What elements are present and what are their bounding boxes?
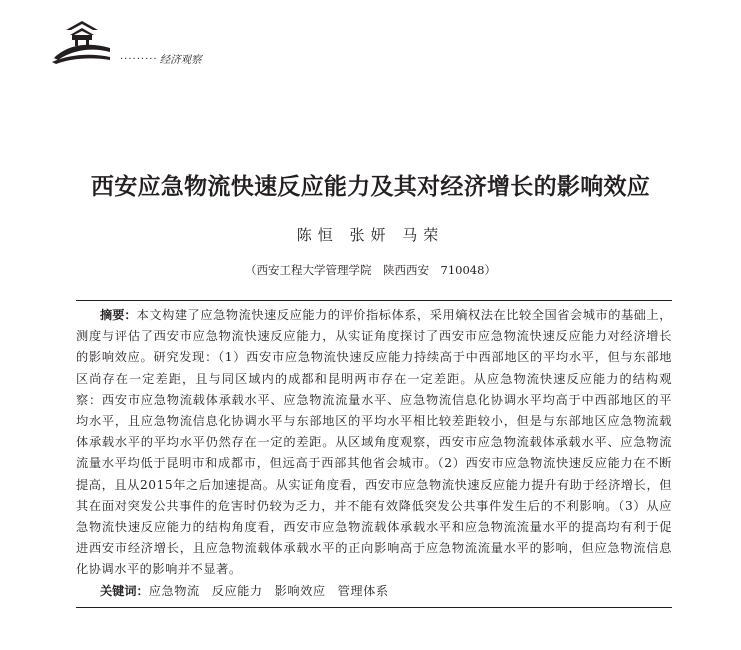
- keyword-item: 管理体系: [337, 583, 389, 598]
- journal-logo-icon: [52, 14, 112, 64]
- section-name: 经济观察: [159, 54, 202, 66]
- abstract-body: 本文构建了应急物流快速反应能力的评价指标体系，采用熵权法在比较全国省会城市的基础上，测度与评估了西安市应急物流快速反应能力，从实证角度探讨了西安市应急物流快速反应能力对经济增长的影响效应。研究发现：（1）西安市应急物流快速反应能力持续高于中西部地区的平均水平，但与东部地区尚存在一定差距，且与同区域内的成都和昆明两市存在一定差距。从应急物流快速反应能力的结构观察：西安市应急物流载体承载水平、应急物流流量水平、应急物流信息化协调水平均高于中西部地区的平均水平，且应急物流信息化协调水平与东部地区的平均水平相比较差距较小，但是与东部地区应急物流载体承载水平的平均水平仍然存在一定的差距。从区域角度观察，西安市应急物流载体承载水平、应急物流流量水平均低于昆明市和成都市，但远高于西部其他省会城市。（2）西安市应急物流快速反应能力在不断提高，且从2015年之后加速提高。从实证角度看，西安市应急物流快速反应能力提升有助于经济增长，但其在面对突发公共事件的危害时仍较为乏力，并不能有效降低突发公共事件发生后的不利影响。（3）从应急物流快速反应能力的结构角度看，西安市应急物流载体承载水平和应急物流流量水平的提高均有利于促进西安市经济增长，且应急物流载体承载水平的正向影响高于应急物流流量水平的影响，但应急物流信息化协调水平的影响并不显著。: [76, 308, 672, 577]
- abstract-paragraph: [76, 305, 672, 581]
- abstract-label: 摘要：: [100, 308, 137, 322]
- keyword-item: 影响效应: [274, 583, 326, 598]
- author-affiliation: （西安工程大学管理学院 陕西西安 710048）: [245, 263, 496, 277]
- keywords-line: [76, 581, 672, 602]
- article-title: 西安应急物流快速反应能力及其对经济增长的影响效应: [90, 174, 651, 200]
- article-authors: 陈恒 张妍 马荣: [296, 226, 445, 244]
- leader-dots: ·········: [120, 54, 158, 65]
- keywords-label: 关键词：: [100, 583, 149, 598]
- keyword-item: 应急物流: [148, 583, 200, 598]
- keyword-item: 反应能力: [211, 583, 263, 598]
- journal-header: [52, 14, 292, 64]
- section-label: [120, 52, 202, 67]
- abstract-section: [76, 300, 672, 608]
